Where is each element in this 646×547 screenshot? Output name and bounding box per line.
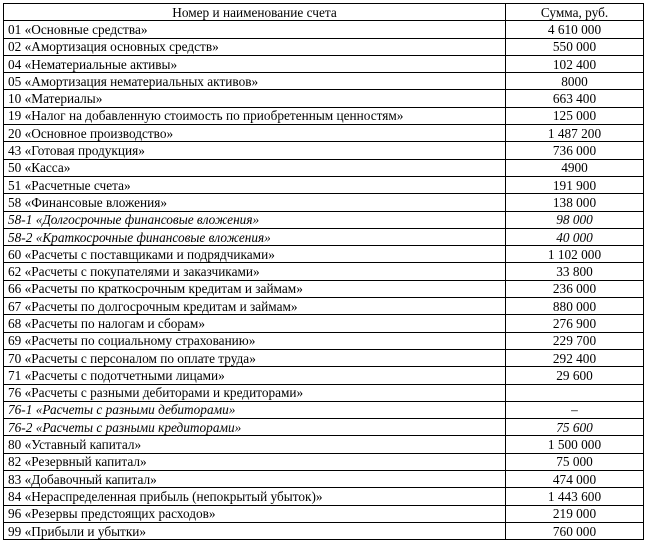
account-name-cell: 80 «Уставный капитал» [4,436,506,453]
table-row [4,384,644,401]
account-sum-cell: 663 400 [506,90,644,107]
account-name-cell: 62 «Расчеты с покупателями и заказчиками» [4,263,506,280]
account-name-cell: 82 «Резервный капитал» [4,453,506,470]
table-row [4,73,644,90]
account-name-cell: 99 «Прибыли и убытки» [4,522,506,539]
table-row [4,488,644,505]
table-row [4,38,644,55]
account-sum-cell: 29 600 [506,367,644,384]
table-row [4,90,644,107]
account-sum-cell: 880 000 [506,298,644,315]
account-name-cell: 19 «Налог на добавленную стоимость по приобретенным ценностям» [4,107,506,124]
table-row [4,332,644,349]
account-name-cell: 83 «Добавочный капитал» [4,471,506,488]
account-sum-cell: 276 900 [506,315,644,332]
account-sum-cell: 8000 [506,73,644,90]
account-sum-cell: 138 000 [506,194,644,211]
account-sum-cell: 4900 [506,159,644,176]
account-name-cell: 76-2 «Расчеты с разными кредиторами» [4,419,506,436]
table-row [4,107,644,124]
account-name-cell: 76 «Расчеты с разными дебиторами и кредиторами» [4,384,506,401]
account-sum-cell: 236 000 [506,280,644,297]
account-sum-cell: 102 400 [506,55,644,72]
table-row [4,471,644,488]
table-row [4,419,644,436]
account-name-cell: 70 «Расчеты с персоналом по оплате труда» [4,349,506,366]
table-row [4,349,644,366]
account-name-cell: 67 «Расчеты по долгосрочным кредитам и займам» [4,298,506,315]
table-row [4,211,644,228]
account-sum-cell: 219 000 [506,505,644,522]
account-name-cell: 10 «Материалы» [4,90,506,107]
column-header-sum: Сумма, руб. [506,4,644,21]
account-name-cell: 58 «Финансовые вложения» [4,194,506,211]
table-row [4,159,644,176]
account-sum-cell: 1 443 600 [506,488,644,505]
account-name-cell: 60 «Расчеты с поставщиками и подрядчиками» [4,246,506,263]
account-name-cell: 01 «Основные средства» [4,21,506,38]
account-name-cell: 05 «Амортизация нематериальных активов» [4,73,506,90]
account-name-cell: 02 «Амортизация основных средств» [4,38,506,55]
table-row [4,194,644,211]
table-row [4,125,644,142]
table-row [4,280,644,297]
table-row [4,436,644,453]
account-name-cell: 84 «Нераспределенная прибыль (непокрытый убыток)» [4,488,506,505]
account-sum-cell [506,384,644,401]
account-name-cell: 69 «Расчеты по социальному страхованию» [4,332,506,349]
account-name-cell: 68 «Расчеты по налогам и сборам» [4,315,506,332]
account-sum-cell: – [506,401,644,418]
account-sum-cell: 229 700 [506,332,644,349]
account-sum-cell: 1 500 000 [506,436,644,453]
table-row [4,142,644,159]
account-name-cell: 04 «Нематериальные активы» [4,55,506,72]
account-name-cell: 51 «Расчетные счета» [4,176,506,193]
account-name-cell: 58-2 «Краткосрочные финансовые вложения» [4,228,506,245]
account-name-cell: 96 «Резервы предстоящих расходов» [4,505,506,522]
table-header-row [4,4,644,21]
account-sum-cell: 1 102 000 [506,246,644,263]
table-row [4,315,644,332]
account-sum-cell: 75 000 [506,453,644,470]
column-header-account: Номер и наименование счета [4,4,506,21]
account-sum-cell: 1 487 200 [506,125,644,142]
table-row [4,55,644,72]
table-row [4,453,644,470]
table-row [4,21,644,38]
table-body [4,21,644,540]
account-name-cell: 71 «Расчеты с подотчетными лицами» [4,367,506,384]
account-sum-cell: 33 800 [506,263,644,280]
account-name-cell: 76-1 «Расчеты с разными дебиторами» [4,401,506,418]
account-sum-cell: 4 610 000 [506,21,644,38]
table-row [4,176,644,193]
table-row [4,522,644,539]
account-name-cell: 66 «Расчеты по краткосрочным кредитам и займам» [4,280,506,297]
accounts-table [3,3,644,540]
table-row [4,246,644,263]
table-row [4,263,644,280]
table-row [4,401,644,418]
account-name-cell: 43 «Готовая продукция» [4,142,506,159]
account-sum-cell: 125 000 [506,107,644,124]
account-sum-cell: 75 600 [506,419,644,436]
account-sum-cell: 736 000 [506,142,644,159]
account-name-cell: 58-1 «Долгосрочные финансовые вложения» [4,211,506,228]
table-row [4,298,644,315]
account-sum-cell: 474 000 [506,471,644,488]
table-row [4,505,644,522]
account-sum-cell: 760 000 [506,522,644,539]
table-row [4,228,644,245]
account-sum-cell: 98 000 [506,211,644,228]
account-sum-cell: 550 000 [506,38,644,55]
account-sum-cell: 292 400 [506,349,644,366]
table-row [4,367,644,384]
account-name-cell: 20 «Основное производство» [4,125,506,142]
account-sum-cell: 191 900 [506,176,644,193]
account-sum-cell: 40 000 [506,228,644,245]
account-name-cell: 50 «Касса» [4,159,506,176]
